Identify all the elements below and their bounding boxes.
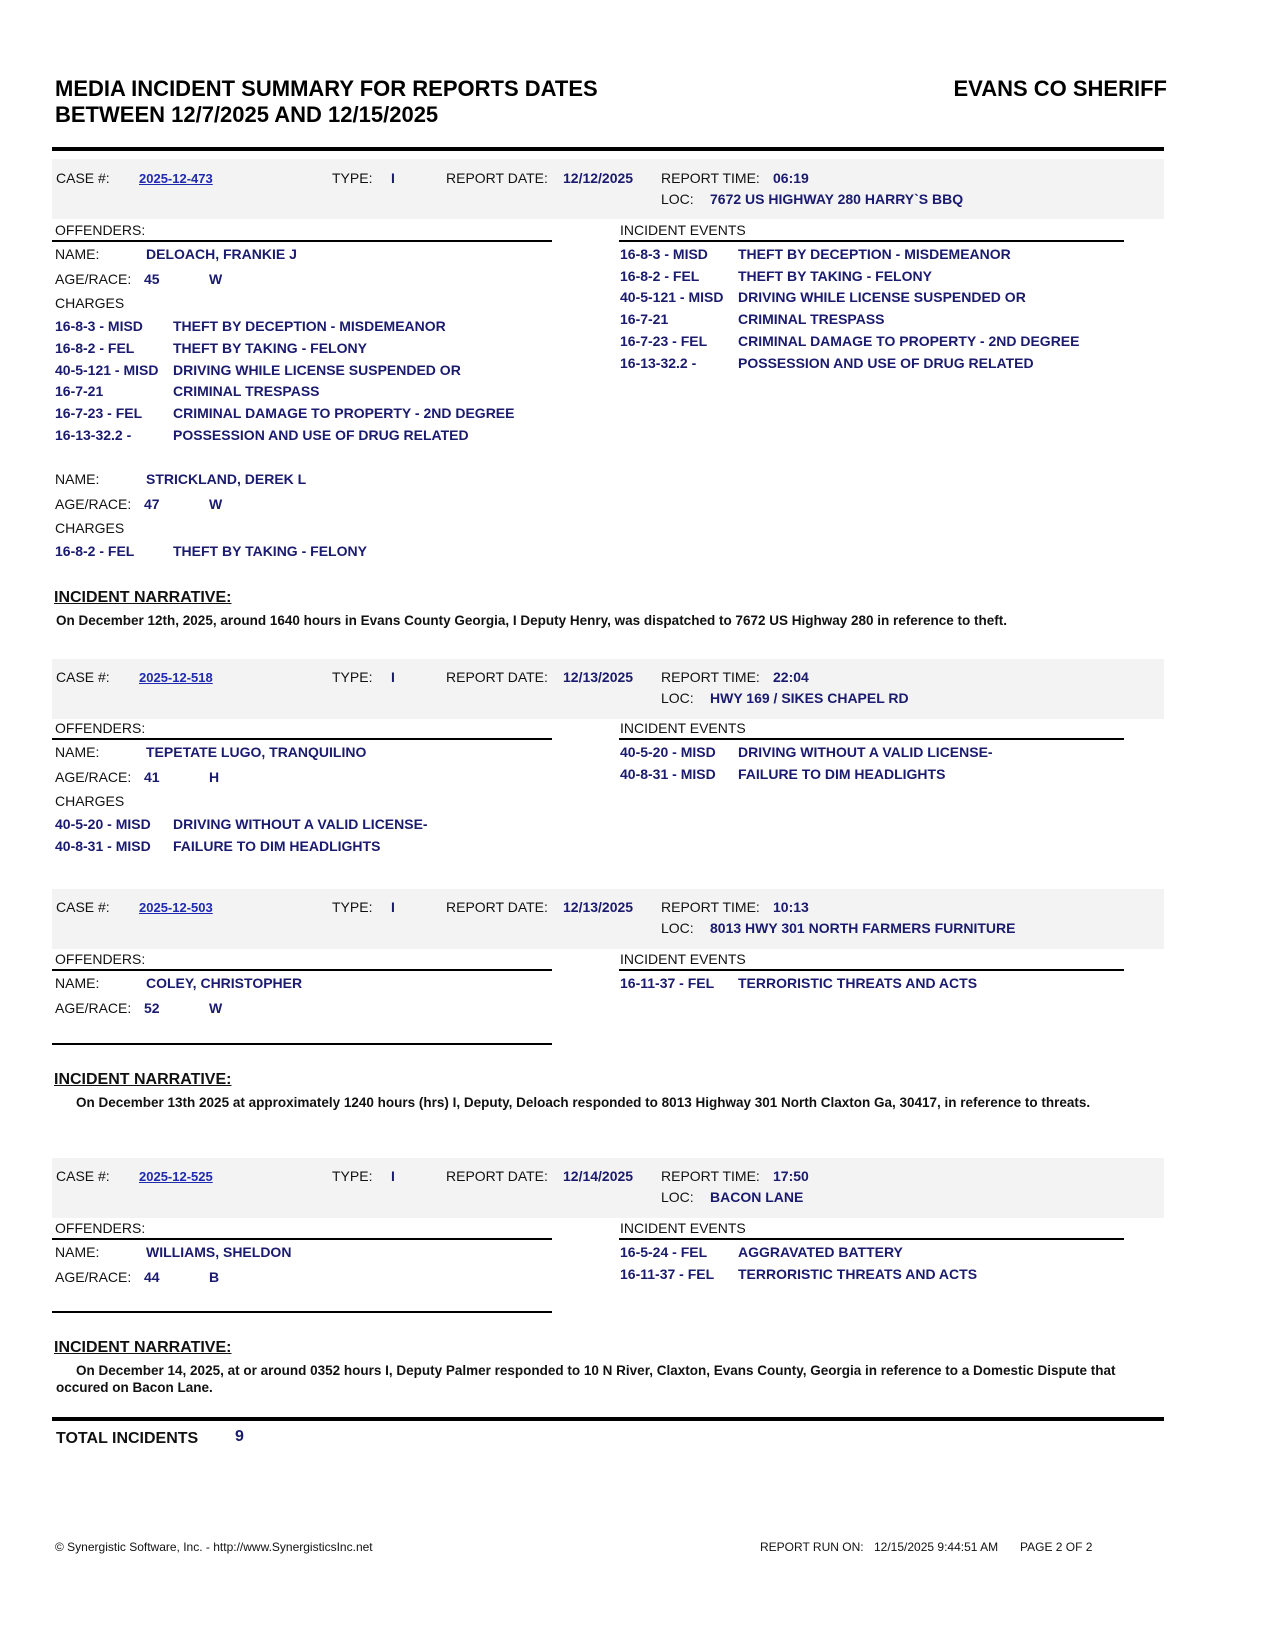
footer-copyright: © Synergistic Software, Inc. - http://www.SynergisticsInc.net xyxy=(55,1540,373,1554)
type-value: I xyxy=(391,170,395,186)
report-run-label: REPORT RUN ON: xyxy=(760,1540,864,1554)
incident-events-heading: INCIDENT EVENTS xyxy=(620,720,746,736)
offenders-heading: OFFENDERS: xyxy=(55,720,146,736)
offender-race: B xyxy=(209,1269,220,1285)
incident-events-divider xyxy=(619,1238,1124,1240)
charge-row xyxy=(55,318,446,334)
agency-name: EVANS CO SHERIFF xyxy=(953,76,1167,101)
incident-events-divider xyxy=(619,240,1124,242)
offender-name-label: NAME: xyxy=(55,246,100,262)
age-race-label: AGE/RACE: xyxy=(55,271,132,287)
charge-code: 16-7-21 xyxy=(55,383,104,399)
type-label: TYPE: xyxy=(332,669,373,685)
age-race-label: AGE/RACE: xyxy=(55,1000,132,1016)
case-number-label: CASE #: xyxy=(56,170,110,186)
case-number-link[interactable]: 2025-12-503 xyxy=(139,900,213,915)
event-description: DRIVING WITHOUT A VALID LICENSE- xyxy=(738,744,993,760)
report-time-label: REPORT TIME: xyxy=(661,170,760,186)
event-description: CRIMINAL TRESPASS xyxy=(738,311,885,327)
offenders-end-divider xyxy=(52,1043,552,1045)
report-date-label: REPORT DATE: xyxy=(446,1168,548,1184)
charge-row xyxy=(55,362,461,378)
offenders-heading: OFFENDERS: xyxy=(55,1220,146,1236)
narrative-text: On December 14, 2025, at or around 0352 hours I, Deputy Palmer responded to 10 N River, Claxton, Evans County, Georgia in reference to a Domestic Dispute that occured on Bacon Lane. xyxy=(56,1363,1116,1395)
event-row xyxy=(620,975,977,991)
charge-code: 40-8-31 - MISD xyxy=(55,838,151,854)
charge-description: CRIMINAL DAMAGE TO PROPERTY - 2ND DEGREE xyxy=(173,405,515,421)
event-row xyxy=(620,311,885,327)
event-row xyxy=(620,268,932,284)
event-row xyxy=(620,1266,977,1282)
charge-code: 16-8-3 - MISD xyxy=(55,318,143,334)
report-time-label: REPORT TIME: xyxy=(661,1168,760,1184)
case-number-label: CASE #: xyxy=(56,899,110,915)
charge-row xyxy=(55,816,428,832)
event-row xyxy=(620,1244,903,1260)
location-label: LOC: xyxy=(661,1189,694,1205)
charge-row xyxy=(55,427,469,443)
location-label: LOC: xyxy=(661,191,694,207)
offender-race: W xyxy=(209,271,223,287)
offenders-end-divider xyxy=(52,1311,552,1313)
type-label: TYPE: xyxy=(332,1168,373,1184)
age-race-label: AGE/RACE: xyxy=(55,769,132,785)
location-value: HWY 169 / SIKES CHAPEL RD xyxy=(710,690,909,706)
event-code: 16-11-37 - FEL xyxy=(620,1266,715,1282)
charges-label: CHARGES xyxy=(55,520,125,536)
incident-events-divider xyxy=(619,969,1124,971)
case-number-link[interactable]: 2025-12-518 xyxy=(139,670,213,685)
incident-events-heading: INCIDENT EVENTS xyxy=(620,222,746,238)
event-description: CRIMINAL DAMAGE TO PROPERTY - 2ND DEGREE xyxy=(738,333,1080,349)
type-value: I xyxy=(391,669,395,685)
event-code: 40-5-20 - MISD xyxy=(620,744,716,760)
offenders-divider xyxy=(52,1238,552,1240)
offender-name: DELOACH, FRANKIE J xyxy=(146,246,297,262)
total-divider xyxy=(52,1417,1164,1421)
total-incidents-value: 9 xyxy=(235,1428,244,1445)
report-date-value: 12/12/2025 xyxy=(563,170,634,186)
type-value: I xyxy=(391,899,395,915)
narrative-heading: INCIDENT NARRATIVE: xyxy=(54,1071,232,1088)
report-time-label: REPORT TIME: xyxy=(661,899,760,915)
event-row xyxy=(620,289,1026,305)
event-description: THEFT BY TAKING - FELONY xyxy=(738,268,932,284)
event-code: 16-8-2 - FEL xyxy=(620,268,700,284)
report-date-label: REPORT DATE: xyxy=(446,899,548,915)
offender-name-label: NAME: xyxy=(55,471,100,487)
page-indicator: PAGE 2 OF 2 xyxy=(1020,1540,1093,1554)
location-value: 7672 US HIGHWAY 280 HARRY`S BBQ xyxy=(710,191,964,207)
incident-events-heading: INCIDENT EVENTS xyxy=(620,1220,746,1236)
report-date-value: 12/13/2025 xyxy=(563,899,634,915)
offenders-divider xyxy=(52,240,552,242)
offender-race: H xyxy=(209,769,220,785)
event-code: 16-5-24 - FEL xyxy=(620,1244,708,1260)
report-date-label: REPORT DATE: xyxy=(446,669,548,685)
narrative-text: On December 13th 2025 at approximately 1240 hours (hrs) I, Deputy, Deloach responded to 8013 Highway 301 North Claxton Ga, 30417, in reference to threats. xyxy=(76,1095,1091,1110)
report-title-line2: BETWEEN 12/7/2025 AND 12/15/2025 xyxy=(55,102,439,127)
event-code: 16-11-37 - FEL xyxy=(620,975,715,991)
charge-code: 16-8-2 - FEL xyxy=(55,340,135,356)
case-number-link[interactable]: 2025-12-473 xyxy=(139,171,213,186)
report-time-value: 17:50 xyxy=(773,1168,809,1184)
offender-name-label: NAME: xyxy=(55,744,100,760)
event-description: TERRORISTIC THREATS AND ACTS xyxy=(738,975,978,991)
event-code: 40-8-31 - MISD xyxy=(620,766,716,782)
charges-label: CHARGES xyxy=(55,295,125,311)
event-description: FAILURE TO DIM HEADLIGHTS xyxy=(738,766,946,782)
event-description: THEFT BY DECEPTION - MISDEMEANOR xyxy=(738,246,1011,262)
total-incidents-label: TOTAL INCIDENTS xyxy=(56,1430,199,1447)
report-run-value: 12/15/2025 9:44:51 AM xyxy=(874,1540,999,1554)
report-title xyxy=(55,76,598,128)
charge-code: 40-5-121 - MISD xyxy=(55,362,159,378)
case-header-band xyxy=(52,889,1164,949)
charge-row xyxy=(55,340,367,356)
offenders-divider xyxy=(52,969,552,971)
case-number-label: CASE #: xyxy=(56,1168,110,1184)
offender-name: STRICKLAND, DEREK L xyxy=(146,471,307,487)
case-header-band xyxy=(52,159,1164,219)
type-label: TYPE: xyxy=(332,170,373,186)
offender-name-label: NAME: xyxy=(55,1244,100,1260)
report-date-value: 12/14/2025 xyxy=(563,1168,634,1184)
charge-description: DRIVING WITHOUT A VALID LICENSE- xyxy=(173,816,428,832)
report-time-label: REPORT TIME: xyxy=(661,669,760,685)
charge-row xyxy=(55,838,380,854)
event-code: 16-8-3 - MISD xyxy=(620,246,708,262)
event-row xyxy=(620,246,1011,262)
location-value: 8013 HWY 301 NORTH FARMERS FURNITURE xyxy=(710,920,1016,936)
report-date-value: 12/13/2025 xyxy=(563,669,634,685)
event-code: 16-7-23 - FEL xyxy=(620,333,708,349)
charge-description: FAILURE TO DIM HEADLIGHTS xyxy=(173,838,381,854)
offender-name: WILLIAMS, SHELDON xyxy=(146,1244,292,1260)
offender-age: 52 xyxy=(144,1000,160,1016)
event-code: 16-13-32.2 - xyxy=(620,355,697,371)
location-value: BACON LANE xyxy=(710,1189,804,1205)
offender-age: 41 xyxy=(144,769,160,785)
narrative-heading: INCIDENT NARRATIVE: xyxy=(54,1339,232,1356)
report-time-value: 22:04 xyxy=(773,669,809,685)
event-description: POSSESSION AND USE OF DRUG RELATED xyxy=(738,355,1034,371)
report-title-line1: MEDIA INCIDENT SUMMARY FOR REPORTS DATES xyxy=(55,76,598,101)
case-header-band xyxy=(52,659,1164,719)
case-number-label: CASE #: xyxy=(56,669,110,685)
offender-race: W xyxy=(209,1000,223,1016)
event-row xyxy=(620,744,993,760)
charge-description: DRIVING WHILE LICENSE SUSPENDED OR xyxy=(173,362,461,378)
type-value: I xyxy=(391,1168,395,1184)
event-description: TERRORISTIC THREATS AND ACTS xyxy=(738,1266,978,1282)
charge-row xyxy=(55,405,514,421)
offender-name: COLEY, CHRISTOPHER xyxy=(146,975,303,991)
event-code: 40-5-121 - MISD xyxy=(620,289,724,305)
case-number-link[interactable]: 2025-12-525 xyxy=(139,1169,213,1184)
charge-description: THEFT BY DECEPTION - MISDEMEANOR xyxy=(173,318,446,334)
narrative-heading: INCIDENT NARRATIVE: xyxy=(54,589,232,606)
event-code: 16-7-21 xyxy=(620,311,669,327)
offenders-divider xyxy=(52,738,552,740)
charge-code: 16-8-2 - FEL xyxy=(55,543,135,559)
type-label: TYPE: xyxy=(332,899,373,915)
report-time-value: 06:19 xyxy=(773,170,809,186)
offender-age: 45 xyxy=(144,271,160,287)
charge-row xyxy=(55,543,367,559)
charge-code: 16-13-32.2 - xyxy=(55,427,132,443)
offender-name-label: NAME: xyxy=(55,975,100,991)
report-date-label: REPORT DATE: xyxy=(446,170,548,186)
offender-race: W xyxy=(209,496,223,512)
charge-description: POSSESSION AND USE OF DRUG RELATED xyxy=(173,427,469,443)
header-divider xyxy=(52,147,1164,151)
charge-code: 16-7-23 - FEL xyxy=(55,405,143,421)
report-time-value: 10:13 xyxy=(773,899,809,915)
charges-label: CHARGES xyxy=(55,793,125,809)
incident-events-heading: INCIDENT EVENTS xyxy=(620,951,746,967)
offenders-heading: OFFENDERS: xyxy=(55,951,146,967)
charge-description: THEFT BY TAKING - FELONY xyxy=(173,543,367,559)
narrative-text: On December 12th, 2025, around 1640 hours in Evans County Georgia, I Deputy Henry, was dispatched to 7672 US Highway 280 in reference to theft. xyxy=(56,613,1008,628)
case-header-band xyxy=(52,1158,1164,1218)
offenders-heading: OFFENDERS: xyxy=(55,222,146,238)
event-description: DRIVING WHILE LICENSE SUSPENDED OR xyxy=(738,289,1026,305)
location-label: LOC: xyxy=(661,920,694,936)
event-row xyxy=(620,333,1079,349)
event-description: AGGRAVATED BATTERY xyxy=(738,1244,903,1260)
event-row xyxy=(620,355,1034,371)
charge-row xyxy=(55,383,320,399)
offender-age: 44 xyxy=(144,1269,160,1285)
charge-description: THEFT BY TAKING - FELONY xyxy=(173,340,367,356)
offender-age: 47 xyxy=(144,496,160,512)
age-race-label: AGE/RACE: xyxy=(55,1269,132,1285)
event-row xyxy=(620,766,945,782)
charge-description: CRIMINAL TRESPASS xyxy=(173,383,320,399)
location-label: LOC: xyxy=(661,690,694,706)
charge-code: 40-5-20 - MISD xyxy=(55,816,151,832)
incident-events-divider xyxy=(619,738,1124,740)
age-race-label: AGE/RACE: xyxy=(55,496,132,512)
offender-name: TEPETATE LUGO, TRANQUILINO xyxy=(146,744,367,760)
